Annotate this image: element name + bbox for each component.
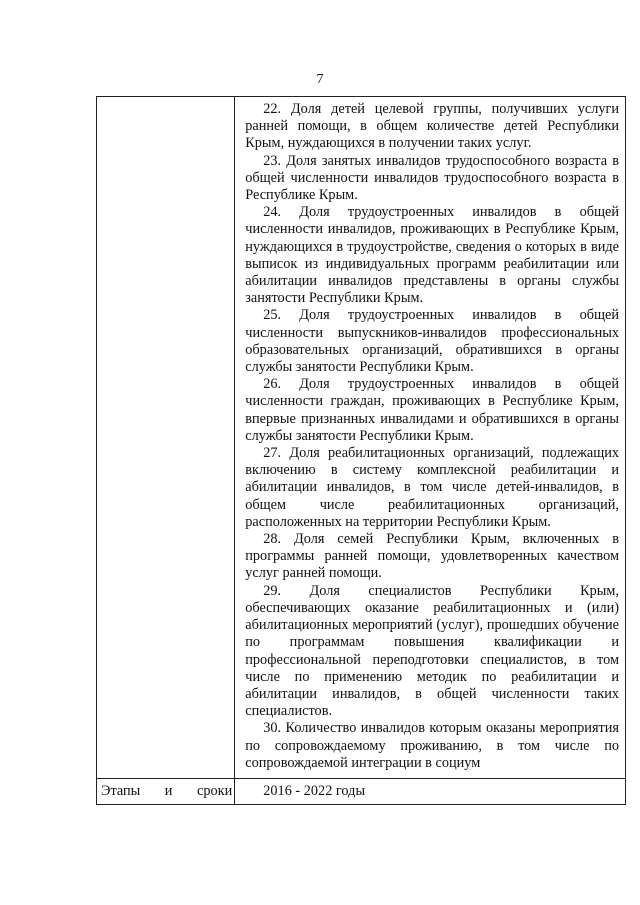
indicator-item: 30. Количество инвалидов которым оказаны мероприятия по сопровождаемому проживанию, в том числе по сопровождаемой интеграции в социум	[245, 720, 619, 771]
indicator-item: 26. Доля трудоустроенных инвалидов в общей численности граждан, проживающих в Республике Крым, впервые признанных инвалидами и обратившихся в органы службы занятости Республики Крым.	[245, 376, 619, 444]
indicators-row	[97, 97, 626, 779]
program-passport-table	[96, 96, 626, 805]
indicator-item: 27. Доля реабилитационных организаций, подлежащих включению в систему комплексной реабилитации и абилитации инвалидов, в том числе детей-инвалидов, в общем числе реабилитационных организаций, расположенных на территории Республики Крым.	[245, 445, 619, 530]
stages-label: Этапы и сроки	[101, 782, 233, 799]
indicator-item: 23. Доля занятых инвалидов трудоспособного возраста в общей численности инвалидов трудоспособного возраста в Республике Крым.	[245, 152, 619, 204]
stages-label-cell	[97, 778, 235, 804]
stages-row	[97, 778, 626, 804]
indicator-item: 28. Доля семей Республики Крым, включенных в программы ранней помощи, удовлетворенных качеством услуг ранней помощи.	[245, 531, 619, 582]
indicators-label-cell	[97, 97, 235, 779]
stages-value: 2016 - 2022 годы	[263, 782, 366, 799]
indicator-item: 24. Доля трудоустроенных инвалидов в общей численности инвалидов, проживающих в Республике Крым, нуждающихся в трудоустройстве, сведения о которых в виде выписок из индивидуальных программ реабилитации или абилитации инвалидов представлены в органы службы занятости Республики Крым.	[245, 204, 619, 307]
page-number: 7	[316, 72, 324, 87]
indicators-list	[235, 97, 626, 779]
indicator-item: 29. Доля специалистов Республики Крым, обеспечивающих оказание реабилитационных и (или) абилитационных мероприятий (услуг), прошедших обучение по программам повышения квалификации и профессиональной переподготовки специалистов, в том числе по применению методик по реабилитации и абилитации инвалидов, в общей численности таких специалистов.	[245, 582, 619, 720]
indicator-item: 22. Доля детей целевой группы, получивших услуги ранней помощи, в общем количестве детей Республики Крым, нуждающихся в получении таких услуг.	[245, 101, 619, 152]
indicator-item: 25. Доля трудоустроенных инвалидов в общей численности выпускников-инвалидов профессиональных образовательных организаций, обратившихся в органы службы занятости Республики Крым.	[245, 307, 619, 376]
stages-value-cell	[235, 778, 626, 804]
